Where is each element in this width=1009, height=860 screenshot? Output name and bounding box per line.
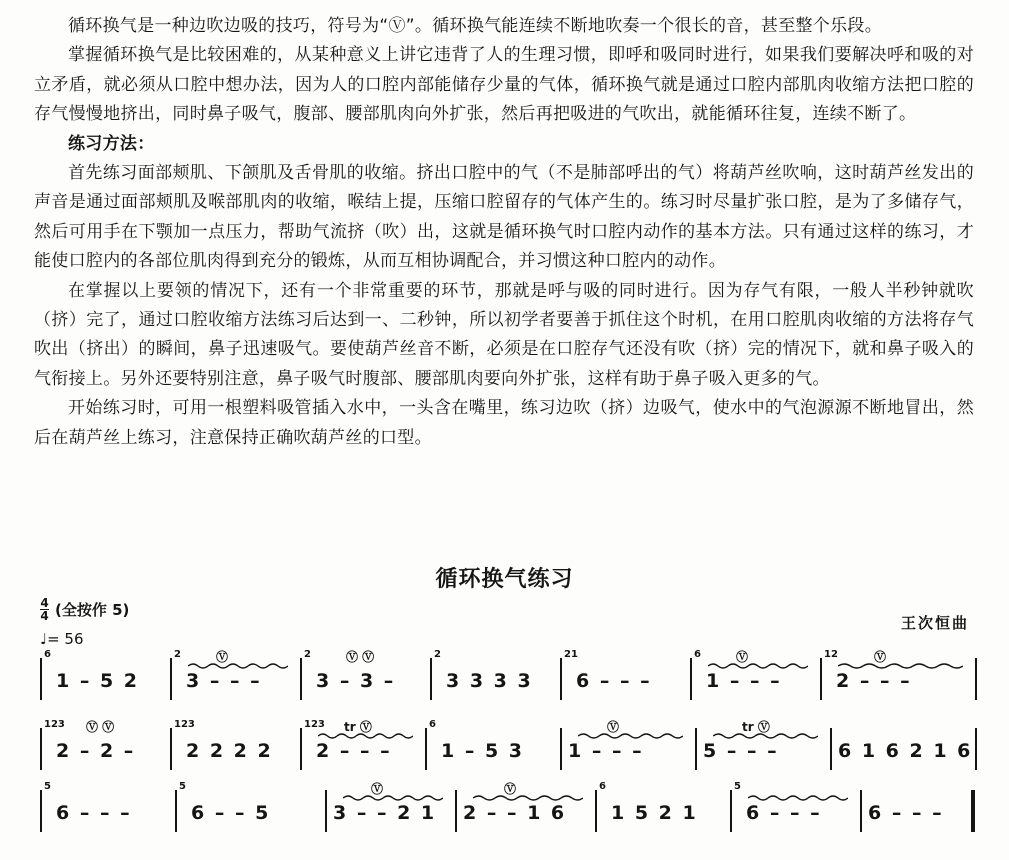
notes: 6 1 6 2 1 6 bbox=[838, 740, 973, 762]
grace-note: 123 bbox=[174, 719, 195, 730]
grace-note: 6 bbox=[44, 649, 51, 660]
notes: 2 – – 1 6 bbox=[463, 802, 567, 824]
measure bbox=[175, 782, 325, 838]
notes: 6 – – – bbox=[868, 802, 944, 824]
score-row bbox=[40, 782, 975, 838]
measure bbox=[560, 650, 690, 706]
grace-note: 2 bbox=[434, 649, 441, 660]
paragraph-2: 掌握循环换气是比较困难的，从某种意义上讲它违背了人的生理习惯，即呼和吸同时进行，如果我们要解决呼和吸的对立矛盾，就必须从口腔中想办法，因为人的口腔内部能储存少量的气体，循环换气就是通过口腔内部肌肉收缩方法把口腔的存气慢慢地挤出，同时鼻子吸气，腹部、腰部肌肉向外扩张，然后再把吸进的气吹出，就能循环往复，连续不断了。 bbox=[34, 45, 974, 125]
time-signature bbox=[40, 597, 49, 622]
breath-symbol: Ⓥ Ⓥ bbox=[346, 650, 375, 664]
measure bbox=[560, 720, 695, 776]
breath-symbol: Ⓥ bbox=[874, 650, 887, 664]
notes: 1 – 5 2 bbox=[56, 670, 140, 692]
score-row bbox=[40, 650, 975, 706]
breath-symbol: Ⓥ bbox=[371, 782, 384, 796]
time-sig-top: 4 bbox=[40, 596, 49, 610]
notes: 6 – – – bbox=[576, 670, 652, 692]
score-title: 循环换气练习 bbox=[435, 567, 574, 592]
breath-symbol: tr Ⓥ bbox=[344, 720, 372, 734]
breath-symbol: Ⓥ bbox=[504, 782, 517, 796]
time-sig-bottom: 4 bbox=[40, 609, 49, 623]
body-text bbox=[34, 12, 974, 453]
grace-note: 12 bbox=[824, 649, 838, 660]
grace-note: 2 bbox=[304, 649, 311, 660]
final-barline bbox=[971, 790, 975, 832]
grace-note: 6 bbox=[694, 649, 701, 660]
measure bbox=[430, 650, 560, 706]
measure bbox=[820, 650, 975, 706]
grace-note: 123 bbox=[304, 719, 325, 730]
trill-wave bbox=[578, 732, 683, 740]
grace-note: 5 bbox=[179, 781, 186, 792]
paragraph-3: 首先练习面部颊肌、下颌肌及舌骨肌的收缩。挤出口腔中的气（不是肺部呼出的气）将葫芦丝吹响，这时葫芦丝发出的声音是通过面部颊肌及喉部肌肉的收缩，喉结上提，压缩口腔留存的气体产生的。练习时尽量扩张口腔，是为了多储存气，然后可用手在下颚加一点压力，帮助气流挤（吹）出，这就是循环换气时口腔内动作的基本方法。只有通过这样的练习，才能使口腔内的各部位肌肉得到充分的锻炼，从而互相协调配合，并习惯这种口腔内的动作。 bbox=[34, 163, 974, 272]
fingering-note: (全按作 5) bbox=[55, 601, 130, 619]
measure bbox=[325, 782, 455, 838]
notes: 6 – – 5 bbox=[191, 802, 271, 824]
composer-credit: 王次恒曲 bbox=[900, 614, 969, 632]
measure bbox=[455, 782, 595, 838]
notes: 2 – – – bbox=[316, 740, 392, 762]
measure bbox=[40, 650, 170, 706]
notes: 2 2 2 2 bbox=[186, 740, 273, 762]
measure bbox=[170, 720, 300, 776]
measure bbox=[860, 782, 975, 838]
breath-symbol: tr Ⓥ bbox=[742, 720, 770, 734]
grace-note: 2 bbox=[174, 649, 181, 660]
measure bbox=[695, 720, 830, 776]
notes: 1 – – – bbox=[706, 670, 782, 692]
grace-note: 5 bbox=[734, 781, 741, 792]
breath-symbol: Ⓥ bbox=[736, 650, 749, 664]
measure bbox=[690, 650, 820, 706]
notes: 3 – – – bbox=[186, 670, 262, 692]
grace-note: 123 bbox=[44, 719, 65, 730]
notes: 3 – – 2 1 bbox=[333, 802, 437, 824]
notes: 3 3 3 3 bbox=[446, 670, 533, 692]
measure bbox=[300, 720, 425, 776]
measure bbox=[830, 720, 975, 776]
trill-wave bbox=[708, 662, 808, 670]
measure bbox=[425, 720, 560, 776]
trill-wave bbox=[473, 794, 583, 802]
tempo-marking: ♩= 56 bbox=[40, 630, 84, 648]
notes: 2 – – – bbox=[836, 670, 912, 692]
grace-note: 5 bbox=[44, 781, 51, 792]
trill-wave bbox=[748, 794, 848, 802]
meter-line bbox=[40, 597, 129, 622]
notes: 1 – – – bbox=[568, 740, 644, 762]
notes: 5 – – – bbox=[703, 740, 779, 762]
section-heading: 练习方法： bbox=[68, 133, 155, 154]
breath-symbol: Ⓥ bbox=[216, 650, 229, 664]
grace-note: 6 bbox=[429, 719, 436, 730]
notes: 2 – 2 – bbox=[56, 740, 136, 762]
breath-symbol: Ⓥ bbox=[607, 720, 620, 734]
measure bbox=[595, 782, 730, 838]
measure bbox=[40, 720, 170, 776]
measure bbox=[300, 650, 430, 706]
barline bbox=[975, 728, 977, 770]
notes: 3 – 3 – bbox=[316, 670, 396, 692]
measure bbox=[730, 782, 860, 838]
notes: 1 5 2 1 bbox=[611, 802, 698, 824]
measure bbox=[170, 650, 300, 706]
score-row bbox=[40, 720, 975, 776]
notes: 6 – – – bbox=[56, 802, 132, 824]
trill-wave bbox=[838, 662, 963, 670]
grace-note: 6 bbox=[599, 781, 606, 792]
notes: 1 – 5 3 bbox=[441, 740, 525, 762]
paragraph-5: 开始练习时，可用一根塑料吸管插入水中，一头含在嘴里，练习边吹（挤）边吸气，使水中的气泡源源不断地冒出，然后在葫芦丝上练习，注意保持正确吹葫芦丝的口型。 bbox=[34, 398, 974, 448]
notes: 6 – – – bbox=[746, 802, 822, 824]
paragraph-4: 在掌握以上要领的情况下，还有一个非常重要的环节，那就是呼与吸的同时进行。因为存气有限，一般人半秒钟就吹（挤）完了，通过口腔收缩方法练习后达到一、二秒钟，所以初学者要善于抓住这个时机，在用口腔肌肉收缩的方法将存气吹出（挤出）的瞬间，鼻子迅速吸气。要使葫芦丝音不断，必须是在口腔存气还没有吹（挤）完的情况下，就和鼻子吸入的气衔接上。另外还要特别注意，鼻子吸气时腹部、腰部肌肉要向外扩张，这样有助于鼻子吸入更多的气。 bbox=[34, 280, 974, 389]
paragraph-1: 循环换气是一种边吹边吸的技巧，符号为“Ⓥ”。循环换气能连续不断地吹奏一个很长的音，甚至整个乐段。 bbox=[68, 16, 883, 36]
trill-wave bbox=[343, 794, 443, 802]
barline bbox=[975, 658, 977, 700]
grace-note: 21 bbox=[564, 649, 578, 660]
trill-wave bbox=[188, 662, 288, 670]
measure bbox=[40, 782, 175, 838]
breath-symbol: Ⓥ Ⓥ bbox=[86, 720, 115, 734]
